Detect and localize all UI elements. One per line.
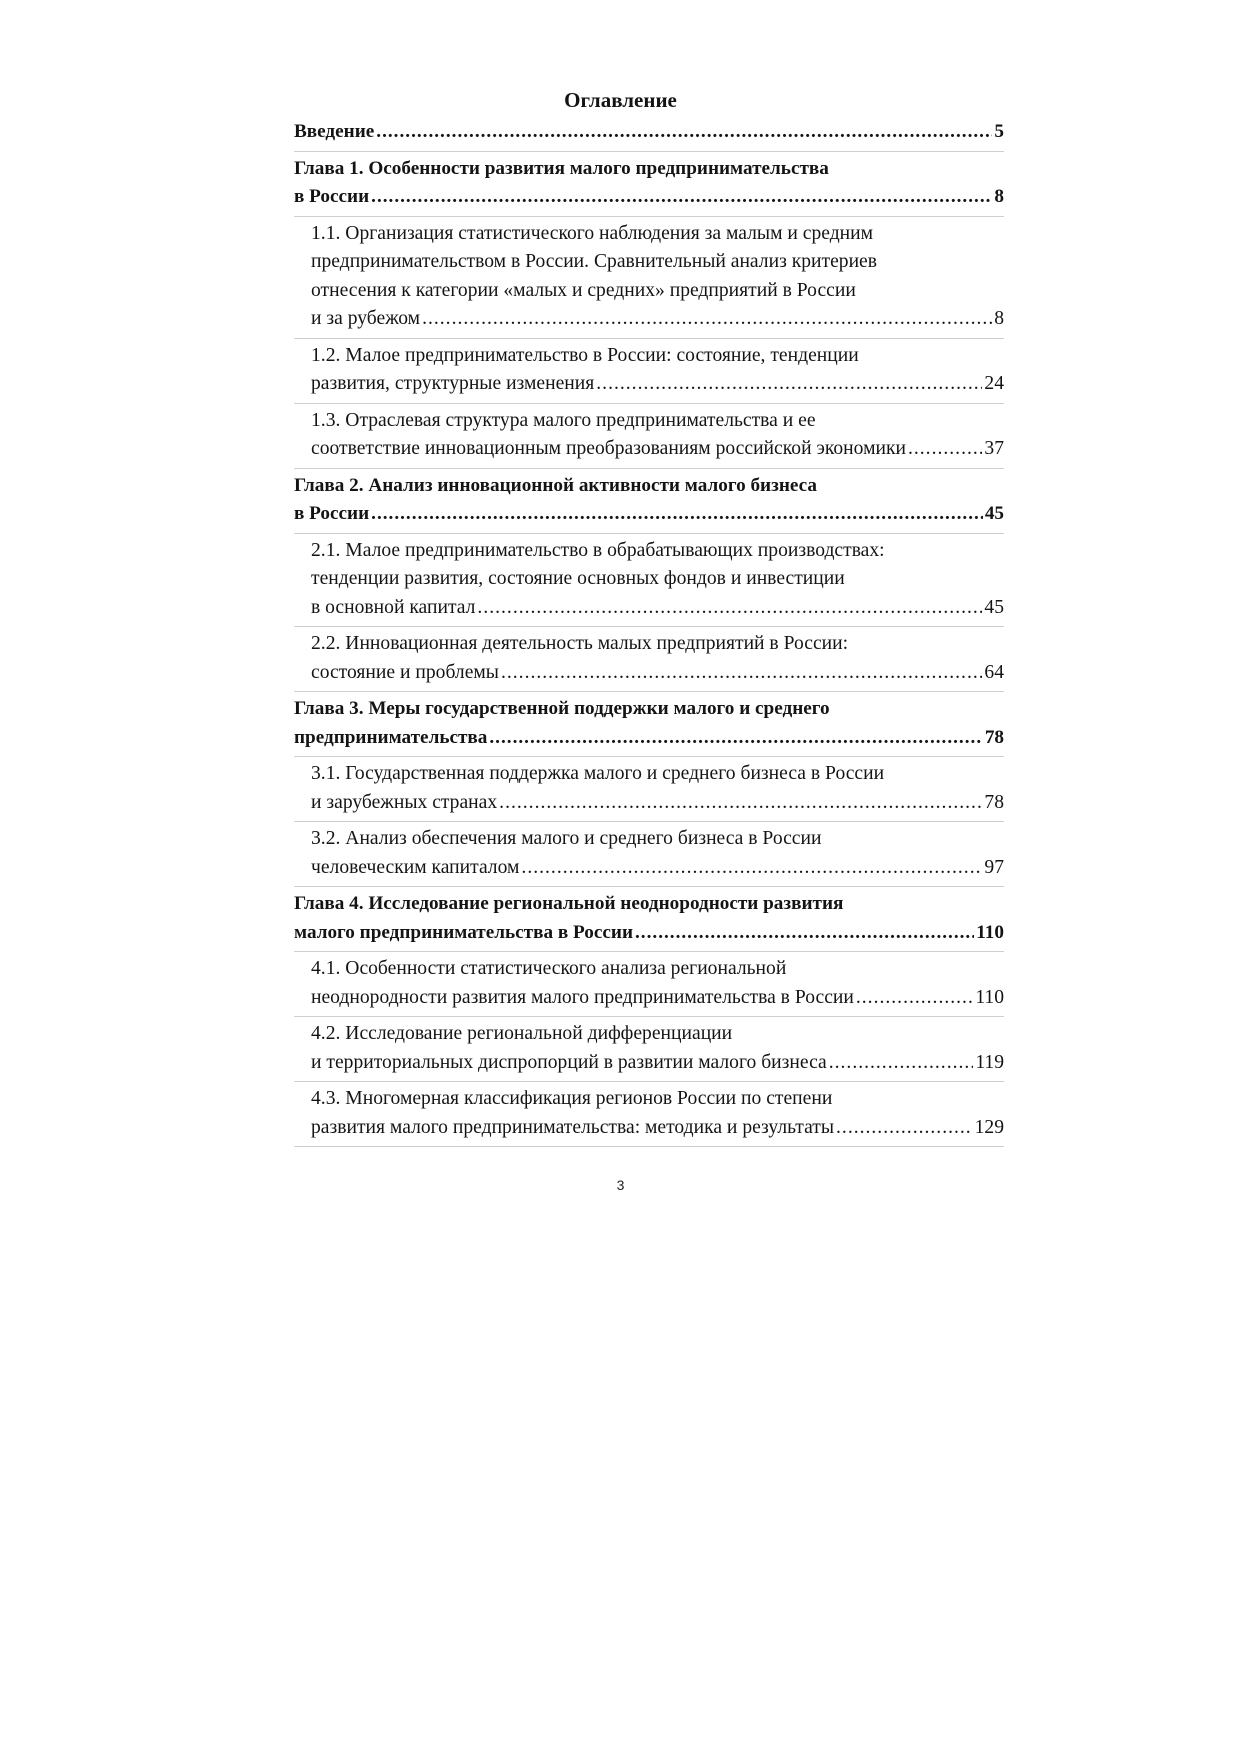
toc-entry-text: Глава 2. Анализ инновационной активности малого бизнеса [294,474,817,496]
toc-entry-line [311,955,1004,984]
entry-divider [294,886,1004,887]
entry-divider [294,1081,1004,1082]
toc-page-number: 110 [976,921,1004,943]
toc-page-number: 110 [975,986,1004,1008]
toc-entry-line [311,984,1004,1013]
toc-section-entry[interactable] [294,342,1004,399]
toc-entry-line [294,472,1004,501]
toc-entry-text: соответствие инновационным преобразованиям российской экономики [311,438,906,459]
toc-entry-text: 1.2. Малое предпринимательство в России: состояние, тенденции [311,344,859,366]
toc-entry-text: 1.1. Организация статистического наблюдения за малым и средним [311,222,874,244]
toc-entry-line [294,155,1004,184]
toc-page-number: 5 [994,121,1004,142]
dot-leader [422,305,992,334]
toc-entry-text: 2.1. Малое предпринимательство в обрабатывающих производствах: [311,539,885,561]
toc-section-entry[interactable] [294,825,1004,882]
toc-entry-line [311,537,1004,566]
dot-leader [501,659,982,688]
toc-section-entry[interactable] [294,537,1004,623]
toc-section-entry[interactable] [294,1020,1004,1077]
toc-section-entry[interactable] [294,407,1004,464]
toc-page-number: 8 [994,308,1004,329]
toc-entry-text: Глава 4. Исследование региональной неоднородности развития [294,893,844,914]
toc-entry-line [311,1020,1004,1049]
toc-entry-line [311,854,1004,883]
toc-entry-line [311,220,1004,249]
toc-entry-line [311,1085,1004,1114]
toc-entry-line [294,724,1004,753]
toc-page-number: 78 [984,791,1004,813]
toc-section-entry[interactable] [294,760,1004,817]
dot-leader [489,724,982,753]
toc-entry-text: 3.2. Анализ обеспечения малого и среднего бизнеса в России [311,828,822,849]
dot-leader [635,919,974,948]
toc-entry-text: в основной капитал [311,596,476,618]
toc-page-number: 45 [984,503,1004,524]
entry-divider [294,216,1004,217]
toc-page-number: 119 [975,1051,1004,1073]
entry-divider [294,1016,1004,1017]
toc-chapter-entry[interactable] [294,890,1004,947]
toc-entry-text: Глава 3. Меры государственной поддержки малого и среднего [294,698,830,719]
dot-leader [908,435,982,464]
toc-entry-text: малого предпринимательства в России [294,921,633,943]
toc-entry-text: состояние и проблемы [311,661,499,683]
dot-leader [371,183,992,212]
toc-entry-text: 4.2. Исследование региональной дифференциации [311,1023,733,1044]
dot-leader [521,854,982,883]
toc-entry-text: неоднородности развития малого предпринимательства в России [311,986,854,1008]
toc-entry-text: 2.2. Инновационная деятельность малых предприятий в России: [311,633,849,654]
toc-entry-text: 1.3. Отраслевая структура малого предпринимательства и ее [311,409,816,431]
toc-entry-line [294,890,1004,919]
toc-entry-line [311,659,1004,688]
toc-page-number: 37 [984,438,1004,459]
toc-page-number: 45 [984,596,1004,618]
toc-entry-text: тенденции развития, состояние основных фондов и инвестиции [311,568,845,589]
page-number: 3 [616,1177,625,1193]
toc-entry-text: и зарубежных странах [311,791,498,813]
toc-entry-line [311,825,1004,854]
entry-divider [294,821,1004,822]
toc-entry-line [311,594,1004,623]
toc-section-entry[interactable] [294,630,1004,687]
toc-entry-line [294,919,1004,948]
toc-entry-text: и за рубежом [311,308,421,329]
entry-divider [294,691,1004,692]
toc-entry-text: развития малого предпринимательства: методика и результаты [311,1116,835,1138]
toc-page-number: 24 [984,373,1004,394]
page-title: Оглавление [564,88,677,112]
toc-section-entry[interactable] [294,220,1004,334]
toc-entry-line [311,435,1004,464]
dot-leader [499,789,982,818]
toc-entry-text: и территориальных диспропорций в развитии малого бизнеса [311,1051,827,1073]
toc-entry-text: предпринимательства [294,726,488,748]
toc-entry-line [311,630,1004,659]
toc-entry-line [311,407,1004,436]
toc-entry-text: развития, структурные изменения [311,373,595,394]
entry-divider [294,533,1004,534]
toc-entry-line [311,342,1004,371]
toc-page-number: 78 [984,726,1004,748]
toc-page-number: 97 [984,856,1004,878]
dot-leader [836,1114,973,1143]
toc-entry-text: 4.3. Многомерная классификация регионов России по степени [311,1088,833,1109]
dot-leader [596,370,982,399]
dot-leader [829,1049,974,1078]
toc-page-number: 64 [984,661,1004,683]
entry-divider [294,403,1004,404]
entry-divider [294,1146,1004,1147]
entry-divider [294,338,1004,339]
toc-page-number: 8 [994,186,1004,207]
toc-entry-line [311,565,1004,594]
entry-divider [294,951,1004,952]
toc-entry-text: отнесения к категории «малых и средних» предприятий в России [311,279,856,301]
toc-entry-line [311,760,1004,789]
toc-chapter-entry[interactable] [294,695,1004,752]
toc-entry-line [294,183,1004,212]
table-of-contents [294,118,1004,1150]
toc-entry-line [294,118,1004,147]
dot-leader [856,984,973,1013]
dot-leader [376,118,992,147]
toc-entry-text: предпринимательством в России. Сравнительный анализ критериев [311,251,877,272]
toc-entry-text: 4.1. Особенности статистического анализа региональной [311,958,787,979]
toc-chapter-entry[interactable] [294,155,1004,212]
toc-page-number: 129 [974,1116,1004,1138]
toc-section-entry[interactable] [294,1085,1004,1142]
toc-entry-text: 3.1. Государственная поддержка малого и среднего бизнеса в России [311,763,885,784]
toc-entry-line [311,248,1004,277]
toc-entry-line [294,500,1004,529]
toc-entry-line [311,789,1004,818]
toc-chapter-entry[interactable] [294,472,1004,529]
toc-section-entry[interactable] [294,955,1004,1012]
toc-entry-line [311,305,1004,334]
dot-leader [371,500,983,529]
toc-entry-text: в России [294,186,370,207]
toc-chapter-entry[interactable] [294,118,1004,147]
toc-entry-text: Введение [294,121,375,142]
toc-entry-text: в России [294,503,370,524]
toc-entry-text: Глава 1. Особенности развития малого предпринимательства [294,157,829,179]
toc-entry-line [294,695,1004,724]
entry-divider [294,151,1004,152]
toc-entry-line [311,1114,1004,1143]
entry-divider [294,756,1004,757]
entry-divider [294,626,1004,627]
toc-entry-line [311,370,1004,399]
toc-entry-line [311,1049,1004,1078]
toc-entry-line [311,277,1004,306]
entry-divider [294,468,1004,469]
dot-leader [477,594,982,623]
toc-entry-text: человеческим капиталом [311,856,520,878]
